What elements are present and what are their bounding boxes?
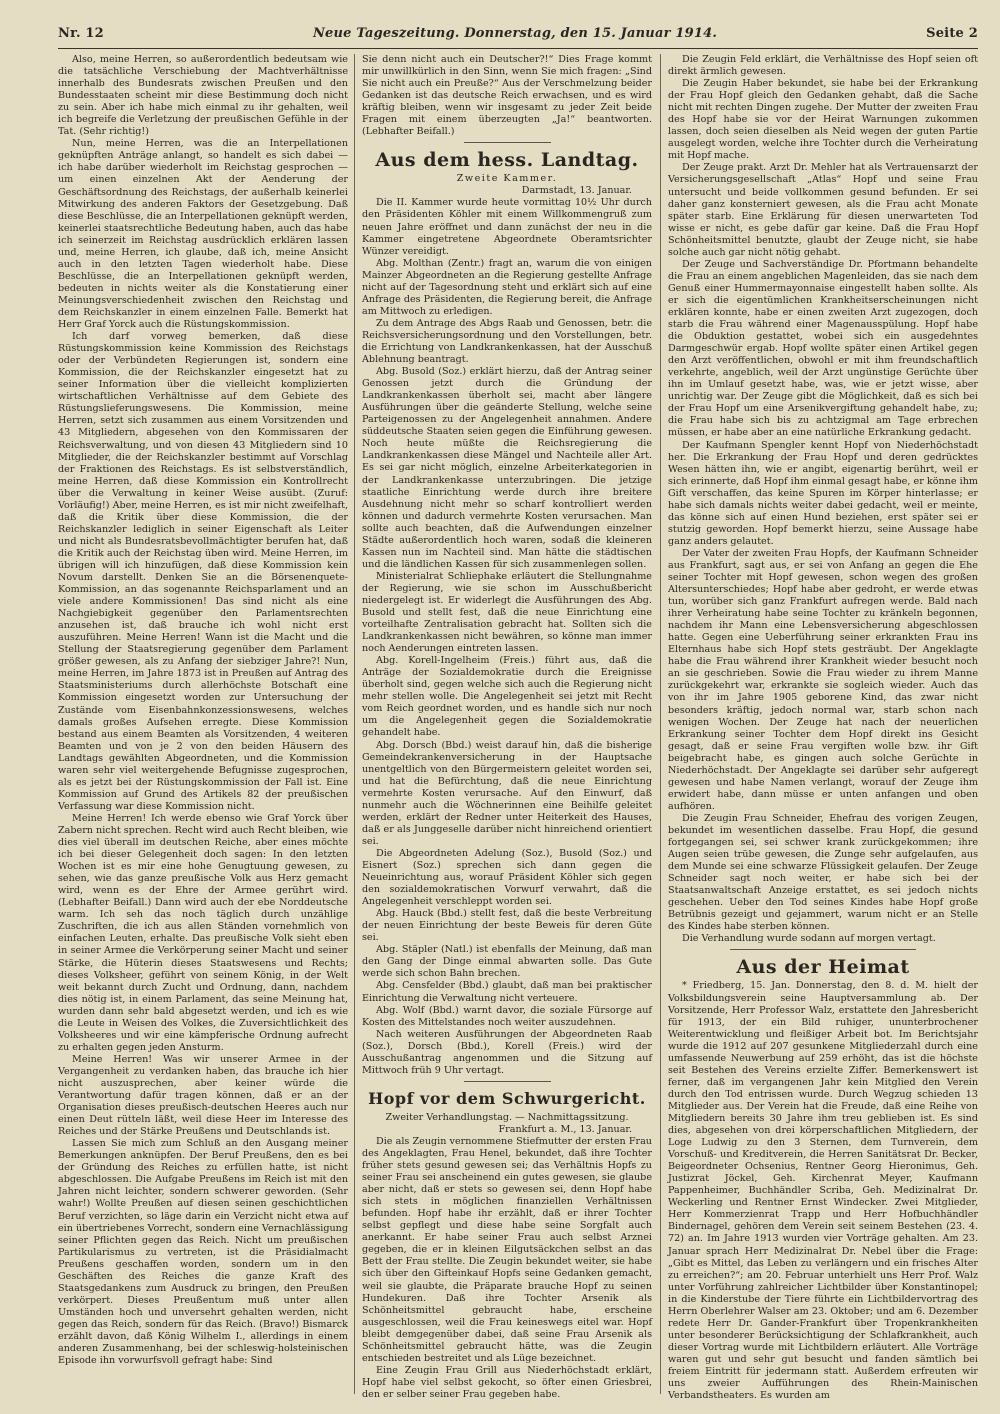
hopf-subheading: Zweiter Verhandlungstag. — Nachmittagssitzung.	[385, 1111, 629, 1123]
article-paragraph: Abg. Molthan (Zentr.) fragt an, warum die von einigen Mainzer Abgeordneten an die Regierung gestellte Anfrage nicht auf der Tagesordnung steht und erklärt sich auf eine Anfrage des Präsidenten, die Regierung bereit, die Anfrage am Mittwoch zu erledigen.	[362, 257, 652, 317]
article-paragraph: Abg. Busold (Soz.) erklärt hierzu, daß der Antrag seiner Genossen jetzt durch die Gründung der Landkrankenkassen überholt sei, macht aber längere Ausführungen über die geänderte Stellung, welche seine Parteigenossen zu der Angelegenheit annahmen. Andere süddeutsche Staaten seien gegen die Einführung gewesen. Noch heute müßte die Reichsregierung die Landkrankenkassen diese Mängel und Nachteile aller Art. Es sei gar nicht möglich, einzelne Arbeiterkategorien in der Landkrankenkasse unterzubringen. Die jetzige staatliche Einrichtung werde durch ihre breitere Ausdehnung nicht mehr so scharf kontrolliert werden können und dadurch vermehrte Kosten verursachen. Man sollte auch beachten, daß die Aufwendungen einzelner Städte außerordentlich hoch waren, sodaß die kleineren Kassen nun im Nachteil sind. Man hätte die städtischen und die ländlichen Kassen für sich zusammenlegen sollen.	[362, 366, 652, 570]
hopf-heading: Hopf vor dem Schwurgericht.	[368, 1088, 646, 1108]
article-paragraph: Abg. Wolf (Bbd.) warnt davor, die soziale Fürsorge auf Kosten des Mittelstandes noch weiter auszudehnen.	[362, 1004, 652, 1028]
article-paragraph: Abg. Korell-Ingelheim (Freis.) führt aus, daß die Anträge der Sozialdemokratie durch die Ereignisse überholt sind, gegen welche sich auch die Regierung nicht mehr stellen wolle. Die Angelegenheit sei jetzt mit Recht vom Reich geordnet worden, und es handle sich nur noch um die Angelegenheit gegen die Sozialdemokratie gehandelt habe.	[362, 655, 652, 739]
landtag-heading: Aus dem hess. Landtag.	[375, 149, 639, 172]
article-paragraph: Ministerialrat Schliephake erläutert die Stellungnahme der Regierung, wie sie schon im Ausschußbericht niedergelegt ist. Er widerlegt die Ausführungen des Abg. Busold und stellt fest, daß die neue Einrichtung eine vorteilhafte Zentralisation gebracht hat. Sollten sich die Landkrankenkassen nicht bewähren, so könne man immer noch Aenderungen eintreten lassen.	[362, 570, 652, 655]
article-paragraph: Meine Herren! Ich werde ebenso wie Graf Yorck über Zabern nicht sprechen. Recht wird auch Recht bleiben, wie dies viel überall im deutschen Reiche, aber eines möchte ich bei dieser Gelegenheit doch sagen: In den letzten Wochen ist es mir eine hohe Genugtuung gewesen, zu sehen, wie das ganze preußische Volk aus Herz gemacht wird, wenn es der Ehre der Armee gerührt wird. (Lebhafter Beifall.) Dann wird auch der ebe Norddeutsche warm. Ich seh das noch täglich durch unzählige Zuschriften, die ich aus allen Ständen vornehmlich von einfachen Leuten, erhalte. Das preußische Volk sieht eben in seiner Armee die Verkörperung seiner Macht und seiner Stärke, die Hüterin dieses Staatswesens und Rechts; dieses Volksheer, geführt von seinem König, in der Welt weit bekannt durch Zucht und Ordnung, dann, nachdem dies nötig ist, in einem Parlament, das seine Meinung hat, wurden dann sehr bald abgesetzt werden, und ich es wie die Leute in Weisen des Volkes, die Zuversichtlichkeit des Volksheeres und wir eine kämpferische Ordnung aufrecht zu erhalten gegen jeden Ansturm.	[58, 812, 348, 1053]
article-paragraph: Die Zeugin Feld erklärt, die Verhältnisse des Hopf seien oft direkt ärmlich gewesen.	[668, 54, 978, 78]
column-2	[362, 54, 652, 1400]
article-paragraph: Abg. Censfelder (Bbd.) glaubt, daß man bei praktischer Einrichtung die Verwaltung nicht verteuere.	[362, 980, 652, 1004]
hopf-dateline: Frankfurt a. M., 13. Januar.	[498, 1123, 632, 1135]
article-paragraph: Abg. Dorsch (Bbd.) weist darauf hin, daß die bisherige Gemeindekrankenversicherung in der Hauptsache unentgeltlich von den Bürgermeistern geleitet worden sei, und hat die Befürchtung, daß die neue Einrichtung vermehrte Kosten verursache. Auf den Einwurf, daß nunmehr auch die Wöchnerinnen eine Beihilfe geleitet werden, erklärt der Redner unter Heiterkeit des Hauses, daß er als Junggeselle darüber nicht hinreichend orientiert sei.	[362, 739, 652, 847]
article-paragraph: Nun, meine Herren, was die an Interpellationen geknüpften Anträge anlangt, so handelt es sich dabei — ich habe darüber wiederholt im Reichstag gesprochen — um einen einzelnen Akt der Aenderung der Geschäftsordnung des Reichstags, der außerhalb keinerlei Mitwirkung des anderen Faktors der Gesetzgebung. Daß diese Beschlüsse, die an Interpellationen geknüpft werden, keinerlei staatsrechtliche Bedeutung haben, auch das habe ich seinerzeit im Reichstag ausdrücklich erklären lassen und, meine Herren, ich glaube, daß ich, meine Ansicht auch in den letzten Tagen wiederholt habe. Diese Beschlüsse, die an Interpellationen geknüpft werden, bedeuten in nichts weiter als die Konstatierung einer Meinungsverschiedenheit zwischen den Reichstag und dem Reichskanzler in einem einzelnen Falle. Bemerkt hat Herr Graf Yorck auch die Rüstungskommission.	[58, 138, 348, 331]
article-paragraph: Also, meine Herren, so außerordentlich bedeutsam wie die tatsächliche Verschiebung der Machtverhältnisse innerhalb des Bundesrats zwischen Preußen und den Bundesstaaten scheint mir diese Bestimmung doch nicht zu sein. Aber ich habe mich einmal zu ihr gehalten, weil ich begreife die Verletzung der preußischen Gefühle in der Tat. (Sehr richtig!)	[58, 54, 348, 138]
article-paragraph: Meine Herren! Was wir unserer Armee in der Vergangenheit zu verdanken haben, das brauche ich hier nicht auszusprechen, aber keiner würde die Verantwortung dafür tragen können, daß er an der Organisation dieses preußisch-deutschen Heeres auch nur einen Deut rütteln läßt, weil diese Heer im Interesse des Reiches und der Stärke Preußens und Deutschlands ist.	[58, 1053, 348, 1138]
newspaper-title-date: Neue Tageszeitung. Donnerstag, den 15. Januar 1914.	[312, 26, 718, 41]
article-paragraph: Eine Zeugin Frau Grill aus Niederhöchstadt erklärt, Hopf habe viel selbst gekocht, so öfter einen Griesbrei, den er selber seiner Frau gegeben habe.	[362, 1364, 652, 1400]
article-paragraph: Die Abgeordneten Adelung (Soz.), Busold (Soz.) und Eisnert (Soz.) sprechen sich dann gegen die Neueinrichtung aus, worauf Präsident Köhler sich gegen den sozialdemokratischen Vorwurf verwahrt, daß die Angelegenheit verschleppt worden sei.	[362, 847, 652, 908]
article-paragraph: Nach weiteren Ausführungen der Abgeordneten Raab (Soz.), Dorsch (Bbd.), Korell (Freis.) wird der Ausschußantrag angenommen und die Sitzung auf Mittwoch früh 9 Uhr vertagt.	[362, 1028, 652, 1076]
column-divider	[660, 54, 661, 1394]
page-number: Seite 2	[926, 26, 978, 41]
article-separator	[464, 1081, 551, 1082]
article-paragraph: Sie denn nicht auch ein Deutscher?!“ Dies Frage kommt mir unwillkürlich in den Sinn, wenn Sie mich fragen: „Sind Sie nicht auch ein Preuße?“ Aus der Verschmelzung beider Gedanken ist das deutsche Reich erwachsen, und es wird kräftig bleiben, wenn wir insgesamt zu jeder Zeit beide Fragen mit einem überzeugten „Ja!“ beantworten. (Lebhafter Beifall.)	[362, 54, 652, 138]
article-paragraph: Der Vater der zweiten Frau Hopfs, der Kaufmann Schneider aus Frankfurt, sagt aus, er sei von Anfang an gegen die Ehe seiner Tochter mit Hopf gewesen, schon wegen des großen Altersunterschiedes; Hopf habe aber gedroht, er werde etwas tun, worüber sich ganz Frankfurt aufregen werde. Bald nach ihrer Verheiratung habe seine Tochter zu kränkeln begonnen, nachdem ihr Mann eine Lebensversicherung abgeschlossen hatte. Gegen eine Ueberführung seiner erkrankten Frau ins Elternhaus habe sich Hopf stets gesträubt. Der Angeklagte habe die Frau während ihrer Krankheit wieder besucht noch an sie geschrieben. Sowie die Frau wieder zu ihrem Manne zurückgekehrt war, erkrankte sie sogleich wieder. Auch das von ihr im Jahre 1905 geborene Kind, das zwar nicht besonders kräftig, jedoch normal war, starb schon nach wenigen Wochen. Der Zeuge hat nach der neuerlichen Erkrankung seiner Tochter dem Hopf direkt ins Gesicht gesagt, daß er seine Frau vergiften wolle bzw. ihr Gift beigebracht habe, es gingen auch solche Gerüchte in Niederhöchstadt. Der Angeklagte sei darüber sehr aufgeregt gewesen und habe Namen verlangt, worauf der Zeuge ihm erwidert habe, dann müsse er unten anfangen und oben aufhören.	[668, 547, 978, 812]
column-3	[668, 54, 978, 1402]
article-paragraph: Der Kaufmann Spengler kennt Hopf von Niederhöchstadt her. Die Erkrankung der Frau Hopf und deren gedrücktes Wesen hätten ihn, wie er angibt, eigenartig berührt, weil er sich erinnerte, daß Hopf ihm einmal gesagt habe, er könne ihm Gift verschaffen, das keine Spuren im Körper hinterlasse; er habe sich damals nichts weiter dabei gedacht, weil er meinte, das könne sich auf einen Hund beziehen, erst später sei er stutzig geworden. Hopf bemerkt hierzu, seine Aussage habe ganz anders gelautet.	[668, 439, 978, 547]
article-paragraph: Die Verhandlung wurde sodann auf morgen vertagt.	[682, 933, 936, 945]
article-paragraph: Der Zeuge und Sachverständige Dr. Pfortmann behandelte die Frau an einem angeblichen Magenleiden, das sie nach dem Genuß einer Hummermayonnaise eingestellt haben sollte. Als er sich die eigentümlichen Krankheitserscheinungen nicht erklären konnte, habe er einen zweiten Arzt zugezogen, doch starb die Frau während einer Magenausspülung. Hopf habe die Obduktion gestattet, wobei sich ein ausgedehntes Darmgeschwür ergab. Hopf wollte später einen Artikel gegen den Arzt veröffentlichen, obwohl er mit ihm freundschaftlich verkehrte, angeblich, weil der Arzt ungünstige Gerüchte über ihn im Umlauf gesetzt habe, was, wie er jetzt wisse, aber unrichtig war. Der Zeuge gibt die Möglichkeit, daß es sich bei der Frau Hopf um eine Arsenikvergiftung gehandelt habe, zu; die Frau habe sich bis zu achtzigmal am Tage erbrechen müssen, er habe aber an eine natürliche Erkrankung gedacht.	[668, 258, 978, 439]
article-paragraph: Die II. Kammer wurde heute vormittag 10½ Uhr durch den Präsidenten Köhler mit einem Willkommengruß zum neuen Jahre eröffnet und dann zunächst der neu in die Kammer eingetretene Abgeordnete Oberamtsrichter Wünzer vereidigt.	[362, 197, 652, 257]
article-paragraph: Abg. Hauck (Bbd.) stellt fest, daß die beste Verbreitung der neuen Einrichtung der beste Beweis für deren Güte sei.	[362, 908, 652, 944]
heimat-heading: Aus der Heimat	[736, 956, 910, 979]
article-paragraph: Die Zeugin Frau Schneider, Ehefrau des vorigen Zeugen, bekundet im wesentlichen dasselbe. Frau Hopf, die gesund fortgegangen sei, sei schwer krank zurückgekommen; ihre Augen seien trübe gewesen, die Zunge sehr aufgelaufen, aus dem Munde sei eine schwarze Flüssigkeit gelaufen. Der Zeuge Schneider sagt noch weiter, er habe sich bei der Staatsanwaltschaft Anzeige erstattet, es sei jedoch nichts geschehen. Ueber den Tod seines Kindes habe Hopf große Betrübnis gezeigt und gejammert, warum nicht er an Stelle des Kindes habe sterben können.	[668, 812, 978, 933]
article-separator	[730, 949, 916, 950]
landtag-dateline: Darmstadt, 13. Januar.	[521, 185, 632, 197]
landtag-subheading: Zweite Kammer.	[456, 173, 558, 185]
masthead	[58, 26, 978, 49]
column-1	[58, 54, 348, 1394]
article-paragraph: Zu dem Antrage des Abgs Raab und Genossen, betr. die Reichsversicherungsordnung und den Vorstellungen, betr. die Errichtung von Landkrankenkassen, hat der Ausschuß Ablehnung beantragt.	[362, 317, 652, 366]
article-paragraph: Ich darf vorweg bemerken, daß diese Rüstungskommission keine Kommission des Reichstags oder der Verbündeten Regierungen ist, sondern eine Kommission, die der Reichskanzler eingesetzt hat zu seiner Information über die vielleicht komplizierten wirtschaftlichen Verhältnisse auf dem Gebiete des Rüstungslieferungswesens. Die Kommission, meine Herren, setzt sich zusammen aus einem Vorsitzenden und 43 Mitgliedern, abgesehen von den Kommissaren der Reichsverwaltung, und von diesen 43 Mitgliedern sind 10 Mitglieder, die der Reichskanzler bestimmt auf Vorschlag der Fraktionen des Reichstags. Es ist selbstverständlich, meine Herren, daß diese Kommission ein Kontrollrecht über die Verwaltung in keiner Weise ausübt. (Zuruf: Vorläufig!) Aber, meine Herren, es ist mir nicht zweifelhaft, daß die Kritik über diese Kommission, die der Reichskanzler lediglich in seiner Eigenschaft als Leiter und nicht als Bundesratsbevollmächtigter berufen hat, daß die Kritik auch der Reichstag üben wird. Meine Herren, im übrigen will ich hinzufügen, daß diese Kommission kein Novum darstellt. Denken Sie an die Börsenenquete-Kommission, an das sogenannte Reichsparlament und an viele andere Kommissionen! Das sind nicht als eine Nachgiebigkeit gegenüber den Parlamentsrechten anzusehen ist, daß brauche ich wohl nicht erst auszuführen. Meine Herren! Wann ist die Macht und die Stellung der Staatsregierung gegenüber dem Parlament größer gewesen, als zu Anfang der siebziger Jahre?! Nun, meine Herren, im Jahre 1873 ist in Preußen auf Antrag des Staatsministeriums durch allerhöchste Botschaft eine Kommission eingesetzt worden zur Untersuchung der Zustände vom Eisenbahnkonzessionswesens, welches damals großes Aufsehen erregte. Diese Kommission bestand aus einem Beamten als Vorsitzenden, 4 weiteren Beamten und von je 2 von den beiden Häusern des Landtags gewählten Abgeordneten, und die Kommission waren sehr viel weitergehende Befugnisse zugesprochen, als es jetzt bei der Rüstungskommission der Fall ist. Eine Kommission auf Grund des Artikels 82 der preußischen Verfassung war diese Kommission nicht.	[58, 331, 348, 812]
article-paragraph: Abg. Stäpler (Natl.) ist ebenfalls der Meinung, daß man den Gang der Dinge einmal abwarten solle. Das Gute werde sich schon Bahn brechen.	[362, 944, 652, 980]
article-separator	[464, 142, 551, 143]
article-paragraph: Der Zeuge prakt. Arzt Dr. Mehler hat als Vertrauensarzt der Versicherungsgesellschaft „Atlas“ Hopf und seine Frau untersucht und beide vollkommen gesund befunden. Er sei daher ganz konsterniert gewesen, als die Frau acht Monate später starb. Eine Erklärung für diesen unerwarteten Tod wisse er nicht, es gebe dafür gar keine. Daß die Frau Hopf Schönheitsmittel benutzte, glaubt der Zeuge nicht, sie habe solche auch gar nicht nötig gehabt.	[668, 162, 978, 258]
article-paragraph: Die Zeugin Haber bekundet, sie habe bei der Erkrankung der Frau Hopf gleich den Gedanken gehabt, daß die Sache nicht mit rechten Dingen zugehe. Der Mutter der zweiten Frau des Hopf habe sie vor der Heirat Warnungen zukommen lassen, doch seien dieselben als Neid wegen der guten Partie ausgelegt worden, welche ihre Tochter durch die Verheiratung mit Hopf mache.	[668, 78, 978, 162]
article-paragraph: Lassen Sie mich zum Schluß an den Ausgang meiner Bemerkungen anknüpfen. Der Beruf Preußens, den es bei der Gründung des Reiches zu erfüllen hatte, ist nicht abgeschlossen. Die Aufgabe Preußens im Reich ist mit den Jahren nicht leichter, sondern schwerer geworden. (Sehr wahr!) Wollte Preußen auf diesen seinen geschichtlichen Beruf verzichten, so läge darin ein Verzicht nicht etwa auf ein übertriebenes Vorrecht, sondern eine Vernachlässigung seiner Pflichten gegen das Reich. Nicht um preußischen Partikularismus zu vertreten, ist die Präsidialmacht Preußens geschaffen worden, sondern um in den Geschäften des Reiches die ganze Kraft des Staatsgedankens zum Ausdruck zu bringen, den Preußen verkörpert. Dieses Preußentum muß unter allen Umständen hoch und unversehrt gehalten werden, nicht gegen das Reich, sondern für das Reich. (Bravo!) Bismarck erzählt davon, daß König Wilhelm I., allerdings in einem anderen Zusammenhang, bei der schleswig-holsteinischen Episode ihn vorwurfsvoll gefragt habe: Sind	[58, 1138, 348, 1367]
article-paragraph: Die als Zeugin vernommene Stiefmutter der ersten Frau des Angeklagten, Frau Henel, bekundet, daß ihre Tochter früher stets gesund gewesen sei; das Verhältnis Hopfs zu seiner Frau sei anscheinend ein gutes gewesen, sie glaube aber nicht, daß er stets so gewesen sei, denn Hopf habe sich stets in möglichen finanziellen Verhältnissen befunden. Hopf habe ihr erzählt, daß er ihrer Tochter selbst gepflegt und diese habe seine Sorgfalt auch anerkannt. Er habe seiner Frau auch selbst Arznei gegeben, die er in kleinen Eilgutsäckchen selbst an das Bett der Frau stellte. Die Zeugin bekundet weiter, sie habe sich über den Gifteinkauf Hopfs seine Gedanken gemacht, weil sie glaubte, die Präparate brauche Hopf zu seinen Hundekuren. Daß ihre Tochter Arsenik als Schönheitsmittel gebraucht habe, erscheine ausgeschlossen, weil die Frau keineswegs eitel war. Hopf bleibt demgegenüber dabei, daß seine Frau Arsenik als Schönheitsmittel gebraucht hätte, was die Zeugin entschieden bestreitet und als Lüge bezeichnet.	[362, 1135, 652, 1364]
column-divider	[354, 54, 355, 1394]
issue-number: Nr. 12	[58, 26, 104, 41]
article-paragraph: * Friedberg, 15. Jan. Donnerstag, den 8. d. M. hielt der Volksbildungsverein seine Hauptversammlung ab. Der Vorsitzende, Herr Professor Walz, erstattete den Jahresbericht für 1913, der ein Bild ruhiger, ununterbrochener Weiterentwicklung und fleißiger Arbeit bot. Im Berichtsjahr wurde die 1912 auf 207 gesunkene Mitgliederzahl durch eine umfassende Neuwerbung auf 259 erhöht, das ist die höchste seit Bestehen des Vereins erzielte Ziffer. Bemerkenswert ist ferner, daß im vergangenen Jahr kein Mitglied den Verein durch den Tod entrissen wurde. Durch Wegzug schieden 13 Mitglieder aus. Der Verein hat die Freude, daß eine Reihe von Mitgliedern bereits 30 Jahre ihm treu geblieben ist. Es sind dies, abgesehen von drei körperschaftlichen Mitgliedern, der Loge Ludwig zu den 3 Sternen, dem Turnverein, dem Vorschuß- und Kreditverein, die Herren Sanitätsrat Dr. Becker, Beigeordneter Ochsenius, Rentner Georg Hieronimus, Geh. Justizrat Jöckel, Geh. Kirchenrat Meyer, Kaufmann Pappenheimer, Buchhändler Scriba, Geh. Medizinalrat Dr. Weckerling und Rentner Ernst Windecker. Zwei Mitglieder, Herr Kommerzienrat Trapp und Herr Hofbuchhändler Bindernagel, gehören dem Verein seit seinem Bestehen (23. 4. 72) an. Im Jahre 1913 wurden vier Vorträge gehalten. Am 23. Januar sprach Herr Medizinalrat Dr. Nebel über die Frage: „Gibt es Mittel, das Leben zu verlängern und ein frisches Alter zu erreichen?“; am 20. Februar unterhielt uns Herr Prof. Walz unter Vorführung zahlreicher Lichtbilder über Konstantinopel; in die Kinderstube der Tiere führte ein Lichtbildervortrag des Herrn Oberlehrer Walser am 23. Oktober; und am 6. Dezember redete Herr Dr. Gander-Frankfurt über Tropenkrankheiten unter besonderer Berücksichtigung der Schlafkrankheit, auch dieser Vortrag wurde mit Lichtbildern erläutert. Alle Vorträge waren gut und sehr gut besucht und fanden sämtlich bei freiem Eintritt für jedermann statt. Außerdem erfreuten wir uns zweier Aufführungen des Rhein-Mainischen Verbandstheaters. Es wurden am	[668, 980, 978, 1402]
